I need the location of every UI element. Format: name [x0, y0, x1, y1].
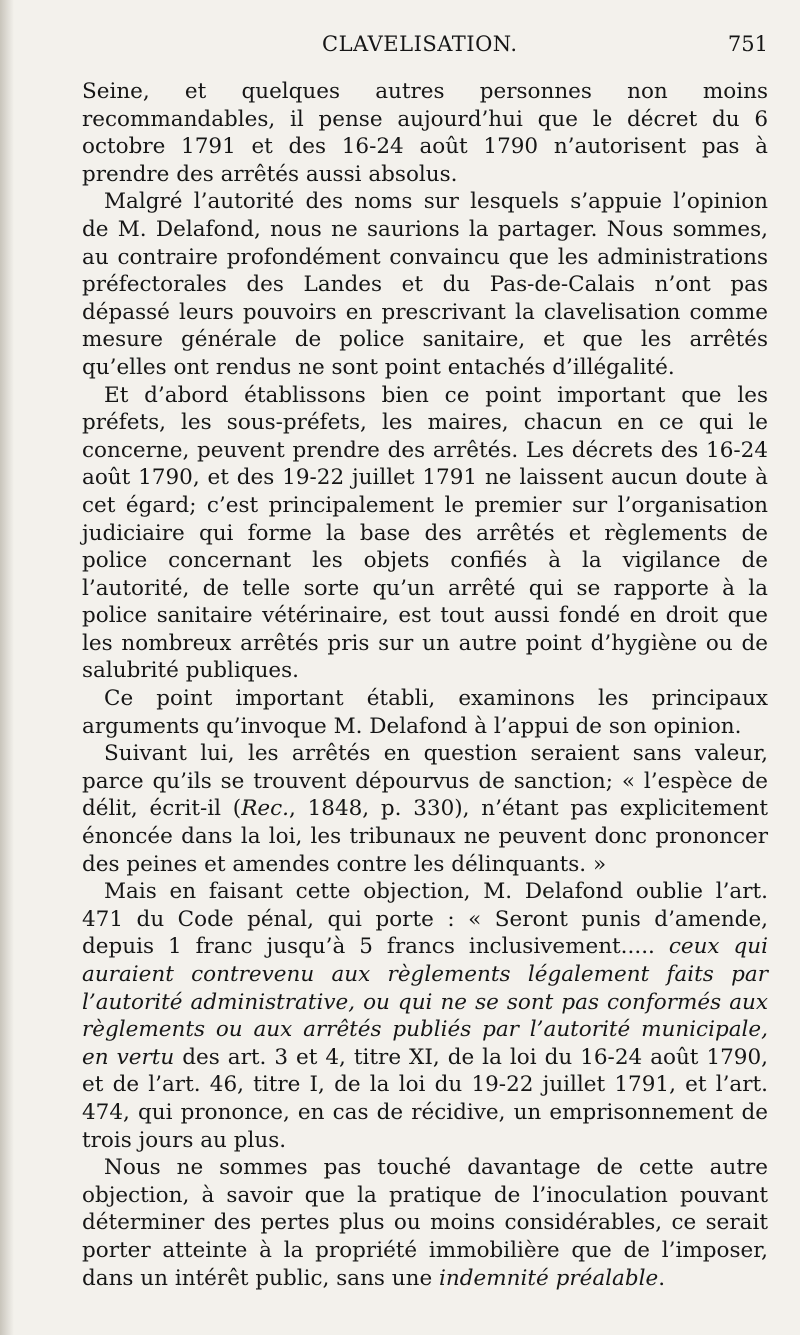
paragraph-3 [82, 382, 768, 686]
paragraph-text: des art. 3 et 4, titre XI, de la loi du 16-24 août 1790, et de l’art. 46, titre I, de la loi du 19-22 juillet 1791, et l’art. 474, qui prononce, en cas de récidive, un emprisonnement de trois jours au plus. [82, 1044, 768, 1153]
paragraph-text: Nous ne sommes pas touché davantage de cette autre objection, à savoir que la pratique de l’inoculation pouvant déterminer des pertes plus ou moins considérables, ce serait porter atteinte à la propriété immobilière que de l’imposer, dans un intérêt public, sans une [82, 1155, 768, 1291]
emphasis-italic: indemnité préalable [439, 1265, 659, 1291]
paragraph-text: Mais en faisant cette objection, M. Delafond oublie l’art. 471 du Code pénal, qui porte : « Seront punis d’amende, depuis 1 franc jusqu’à 5 francs inclusivement..... [82, 879, 768, 960]
paragraph-text: Suivant lui, les arrêtés en question seraient sans valeur, parce qu’ils se trouvent dépourvus de sanction; « l’espèce de délit, écrit-il ( [82, 741, 768, 822]
paragraph-text: . [658, 1265, 666, 1291]
paragraph-4 [82, 685, 768, 740]
paragraph-text: Et d’abord établissons bien ce point important que les préfets, les sous-préfets, les maires, chacun en ce qui le concerne, peuvent prendre des arrêtés. Les décrets des 16-24 août 1790, et des 19-22 juillet 1791 ne laissent aucun doute à cet égard; c’est principalement le premier sur l’organisation judiciaire qui forme la base des arrêtés et règlements de police concernant les objets confiés à la vigilance de l’autorité, de telle sorte qu’un arrêté qui se rapporte à la police sanitaire vétérinaire, est tout aussi fondé en droit que les nombreux arrêtés pris sur un autre point d’hygiène ou de salubrité publiques. [82, 382, 768, 684]
paragraph-text: Malgré l’autorité des noms sur lesquels s’appuie l’opinion de M. Delafond, nous ne saurions la partager. Nous sommes, au contraire profondément convaincu que les administrations préfectorales des Landes et du Pas-de-Calais n’ont pas dépassé leurs pouvoirs en prescrivant la clavelisation comme mesure générale de police sanitaire, et que les arrêtés qu’elles ont rendus ne sont point entachés d’illégalité. [82, 189, 768, 380]
paragraph-2 [82, 188, 768, 381]
quoted-law-italic: ceux qui auraient contrevenu aux règlements légalement faits par l’autorité administrative, ou qui ne se sont pas conformés aux règlements ou aux arrêtés publiés par l’autorité municipale, en vertu [82, 934, 768, 1070]
running-title: CLAVELISATION. [322, 32, 518, 56]
running-header [82, 30, 768, 64]
paragraph-1 [82, 78, 768, 188]
citation-italic: Rec. [241, 796, 289, 822]
paragraph-7 [82, 1154, 768, 1292]
paragraph-text: Ce point important établi, examinons les principaux arguments qu’invoque M. Delafond à l’appui de son opinion. [82, 686, 768, 739]
page-number: 751 [727, 32, 768, 56]
paragraph-text: , 1848, p. 330), n’étant pas explicitement énoncée dans la loi, les tribunaux ne peuvent donc prononcer des peines et amendes contre les délinquants. » [82, 796, 768, 877]
paragraph-text: Seine, et quelques autres personnes non moins recommandables, il pense aujourd’hui que le décret du 6 octobre 1791 et des 16-24 août 1790 n’autorisent pas à prendre des arrêtés aussi absolus. [82, 79, 768, 187]
paragraph-6 [82, 878, 768, 1154]
paragraph-5 [82, 740, 768, 878]
